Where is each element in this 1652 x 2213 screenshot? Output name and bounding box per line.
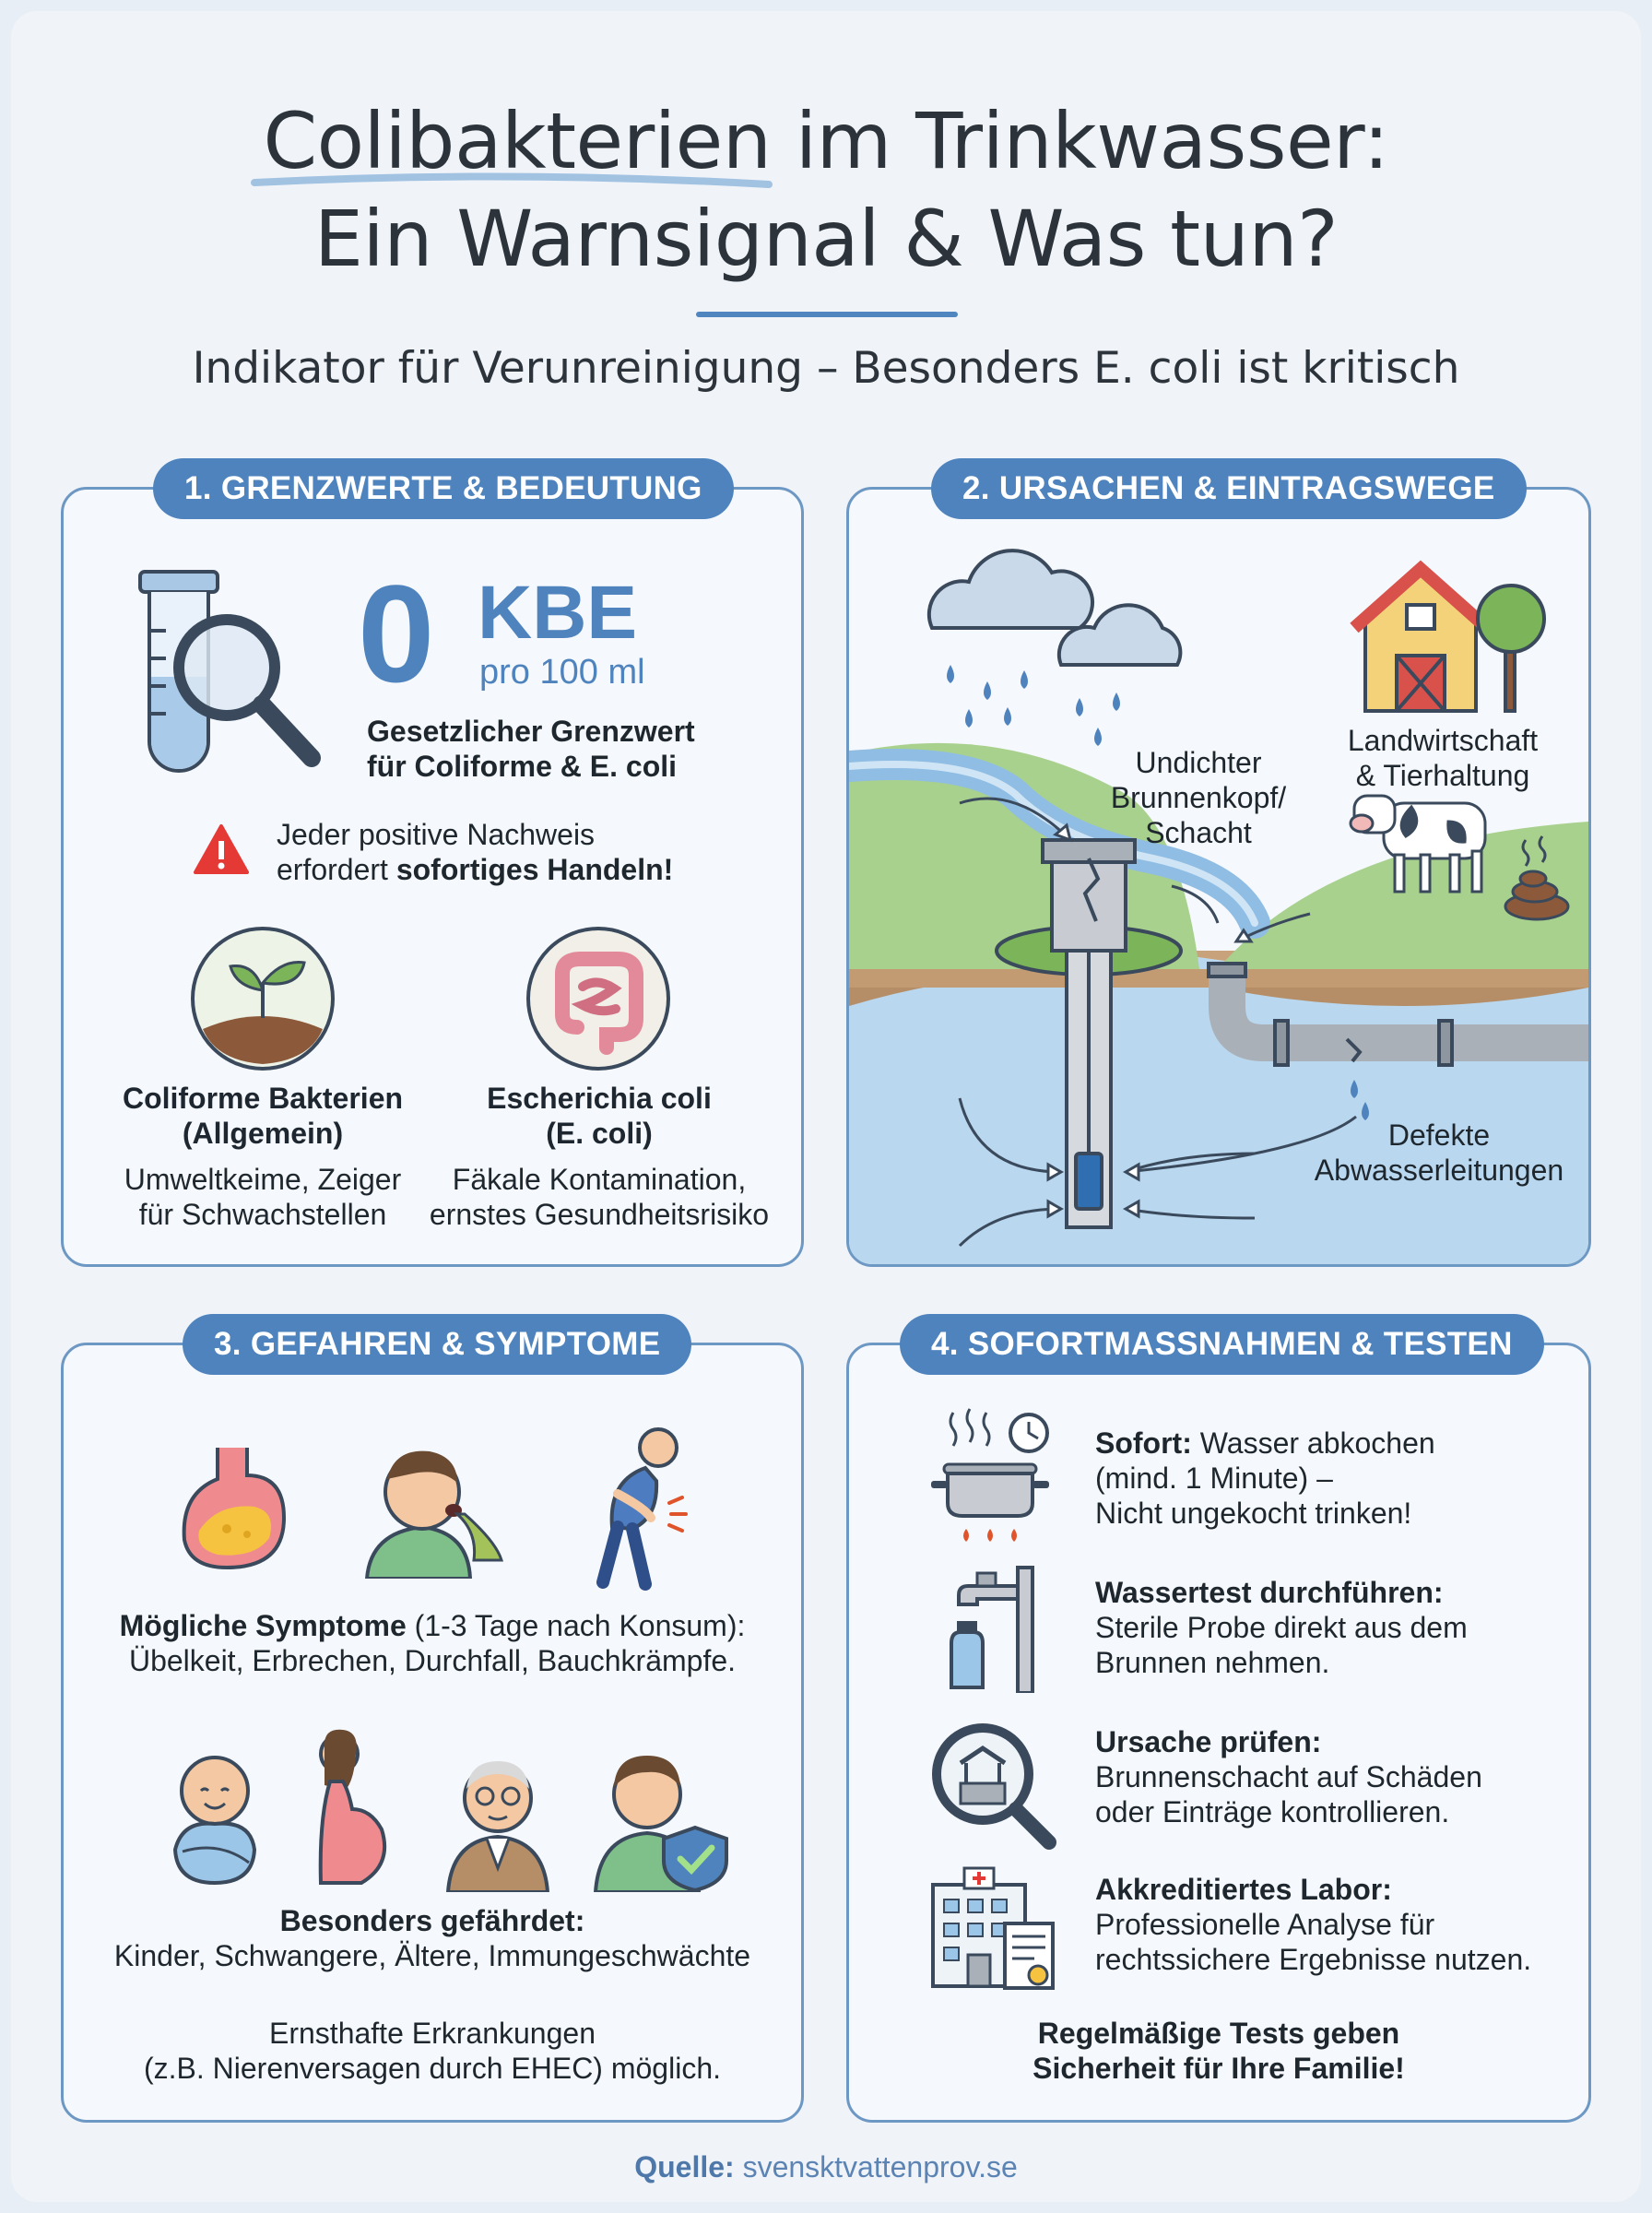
cramp-person-icon	[581, 1426, 701, 1592]
ecoli-desc: Fäkale Kontamination, ernstes Gesundheitsrisiko	[429, 1163, 770, 1231]
step-water-test: Wassertest durchführen: Sterile Probe direkt aus dem Brunnen nehmen.	[1095, 1576, 1468, 1679]
well-inspection-icon	[929, 1721, 1056, 1850]
label-well: Undichter Brunnenkopf/ Schacht	[1110, 746, 1287, 849]
coliform-desc: Umweltkeime, Zeiger für Schwachstellen	[124, 1163, 402, 1231]
source-credit: Quelle: svensktvattenprov.se	[634, 2150, 1018, 2183]
ecoli-title: Escherichia coli (E. coli)	[487, 1082, 712, 1150]
soil-plant-icon	[190, 926, 336, 1071]
closing-message: Regelmäßige Tests geben Sicherheit für Ihre Familie!	[1032, 2017, 1405, 2085]
immunocompromised-person-icon	[592, 1735, 730, 1892]
symptoms-text: Mögliche Symptome (1-3 Tage nach Konsum): Übelkeit, Erbrechen, Durchfall, Bauchkrämpfe.	[119, 1609, 746, 1677]
limit-per: pro 100 ml	[479, 653, 645, 692]
vomiting-person-icon	[358, 1431, 514, 1579]
intestine-icon	[525, 926, 671, 1071]
label-sewer: Defekte Abwasserleitungen	[1314, 1118, 1564, 1187]
page-title	[0, 92, 1652, 288]
stomach-icon	[162, 1438, 301, 1577]
faucet-bottle-icon	[940, 1564, 1042, 1693]
heading-limits: 1. GRENZWERTE & BEDEUTUNG	[153, 458, 734, 519]
limit-caption: Gesetzlicher Grenzwert für Coliforme & E. coli	[367, 715, 695, 783]
coliform-title: Coliforme Bakterien (Allgemein)	[122, 1082, 404, 1150]
laboratory-building-icon	[927, 1866, 1056, 1997]
step-accredited-lab: Akkreditiertes Labor: Professionelle Analyse für rechtssichere Ergebnisse nutzen.	[1095, 1873, 1532, 1976]
limit-value: 0	[358, 556, 435, 711]
baby-icon	[164, 1748, 266, 1887]
page-subtitle: Indikator für Verunreinigung – Besonders E. coli ist kritisch	[192, 343, 1460, 394]
title-line-2: Ein Warnsignal & Was tun?	[313, 194, 1339, 284]
label-farm: Landwirtschaft & Tierhaltung	[1347, 724, 1539, 792]
step-check-cause: Ursache prüfen: Brunnenschacht auf Schäden oder Einträge kontrollieren.	[1095, 1725, 1482, 1828]
test-tube-magnifier-icon	[127, 566, 330, 787]
pregnant-woman-icon	[297, 1726, 398, 1892]
title-line-1: Colibakterien im Trinkwasser:	[263, 96, 1389, 186]
serious-illness-text: Ernsthafte Erkrankungen (z.B. Nierenversagen durch EHEC) möglich.	[143, 2017, 721, 2085]
title-divider	[696, 312, 958, 317]
boiling-pot-icon	[926, 1407, 1064, 1544]
heading-causes: 2. URSACHEN & EINTRAGSWEGE	[931, 458, 1527, 519]
limit-unit: KBE	[478, 571, 638, 655]
heading-actions: 4. SOFORTMASSNAHMEN & TESTEN	[900, 1314, 1544, 1375]
title-brush-underline	[249, 168, 774, 195]
warning-text: Jeder positive Nachweis erfordert sofortiges Handeln!	[277, 818, 674, 886]
elderly-person-icon	[442, 1748, 553, 1892]
warning-icon	[192, 822, 251, 878]
step-boil: Sofort: Wasser abkochen (mind. 1 Minute) – Nicht ungekocht trinken!	[1095, 1426, 1435, 1530]
risk-groups-text: Besonders gefährdet: Kinder, Schwangere, Ältere, Immungeschwächte	[113, 1904, 751, 1972]
heading-dangers: 3. GEFAHREN & SYMPTOME	[183, 1314, 691, 1375]
